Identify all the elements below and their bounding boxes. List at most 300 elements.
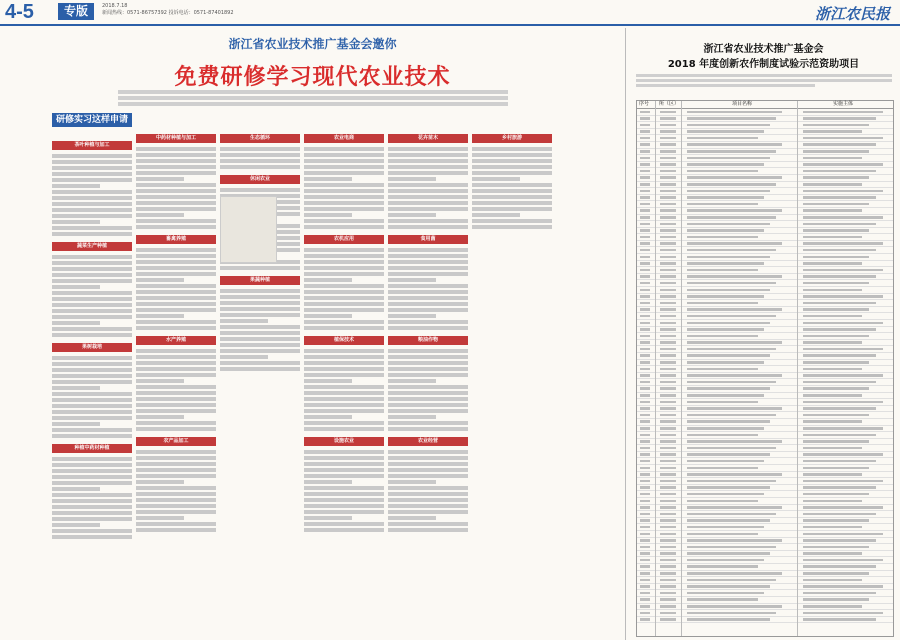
text-line <box>52 196 132 200</box>
text-line <box>136 492 216 496</box>
text-line <box>52 291 132 295</box>
text-line <box>304 278 352 282</box>
text-line <box>136 468 216 472</box>
text-line <box>136 480 184 484</box>
text-line <box>304 409 384 413</box>
text-line <box>52 380 132 384</box>
text-line <box>136 314 184 318</box>
text-line <box>220 295 300 299</box>
text-line <box>136 415 184 419</box>
table-row <box>637 505 893 512</box>
text-line <box>136 486 216 490</box>
text-line <box>388 510 468 514</box>
text-line <box>136 219 216 223</box>
text-line <box>52 303 132 307</box>
text-line <box>472 201 552 205</box>
table-intro <box>636 74 892 89</box>
text-line <box>52 505 132 509</box>
text-line <box>52 374 132 378</box>
text-line <box>388 201 468 205</box>
text-line <box>388 171 468 175</box>
table-row <box>637 584 893 591</box>
table-row <box>637 340 893 347</box>
table-row <box>637 597 893 604</box>
text-line <box>304 450 384 454</box>
text-line <box>388 349 468 353</box>
text-line <box>220 361 300 365</box>
text-line <box>136 450 216 454</box>
article-photo <box>220 196 277 263</box>
text-line <box>52 315 132 319</box>
column-subhead: 农机应用 <box>304 235 384 244</box>
text-line <box>52 190 132 194</box>
page-number: 4-5 <box>5 1 34 23</box>
text-line <box>388 403 468 407</box>
text-line <box>304 421 384 425</box>
text-line <box>52 285 100 289</box>
text-line <box>472 213 520 217</box>
text-line <box>52 475 132 479</box>
text-line <box>52 487 100 491</box>
text-line <box>136 225 216 229</box>
text-line <box>472 219 552 223</box>
column-subhead: 农产品加工 <box>136 437 216 446</box>
table-row <box>637 538 893 545</box>
table-row <box>637 498 893 505</box>
table-row <box>637 518 893 525</box>
text-line <box>304 260 384 264</box>
text-line <box>304 326 384 330</box>
page-header <box>0 0 900 26</box>
text-column <box>388 128 468 534</box>
column-subhead: 蔬菜生产种植 <box>52 242 132 251</box>
text-line <box>220 337 300 341</box>
text-line <box>472 189 552 193</box>
text-line <box>388 361 468 365</box>
table-row <box>637 524 893 531</box>
table-row <box>637 195 893 202</box>
text-line <box>52 499 132 503</box>
table-row <box>637 564 893 571</box>
text-line <box>220 331 300 335</box>
text-line <box>52 321 100 325</box>
text-line <box>304 522 384 526</box>
text-line <box>388 302 468 306</box>
text-line <box>136 183 216 187</box>
text-line <box>136 296 216 300</box>
text-line <box>388 516 436 520</box>
text-line <box>304 379 352 383</box>
text-line <box>304 391 384 395</box>
text-line <box>388 379 436 383</box>
text-line <box>388 296 468 300</box>
table-row <box>637 122 893 129</box>
column-subhead: 植保技术 <box>304 336 384 345</box>
text-line <box>136 355 216 359</box>
text-line <box>472 165 552 169</box>
newspaper-logo: 浙江农民报 <box>814 5 890 23</box>
text-line <box>304 385 384 389</box>
text-line <box>304 201 384 205</box>
text-line <box>220 188 300 192</box>
table-row <box>637 478 893 485</box>
table-row <box>637 604 893 611</box>
text-line <box>304 302 384 306</box>
text-line <box>472 183 552 187</box>
table-row <box>637 254 893 261</box>
text-line <box>304 219 384 223</box>
text-line <box>52 279 132 283</box>
text-line <box>388 177 436 181</box>
text-line <box>136 403 216 407</box>
text-line <box>52 404 132 408</box>
text-line <box>136 272 216 276</box>
text-line <box>472 207 552 211</box>
text-line <box>304 492 384 496</box>
table-row <box>637 307 893 314</box>
table-row <box>637 234 893 241</box>
section-tag: 专版 <box>58 3 94 20</box>
text-line <box>304 225 384 229</box>
table-row <box>637 241 893 248</box>
text-line <box>220 349 300 353</box>
text-line <box>304 373 384 377</box>
text-line <box>388 385 468 389</box>
text-line <box>304 314 352 318</box>
text-line <box>52 255 132 259</box>
text-line <box>304 320 384 324</box>
text-line <box>220 147 300 151</box>
text-line <box>304 403 384 407</box>
text-line <box>52 368 132 372</box>
table-row <box>637 432 893 439</box>
text-line <box>304 159 384 163</box>
table-row <box>637 155 893 162</box>
text-line <box>304 367 384 371</box>
contact-line: 新闻热线：0571-86757392 投诉电话：0571-87401892 <box>102 10 234 16</box>
text-line <box>304 195 384 199</box>
table-row <box>637 175 893 182</box>
table-row <box>637 280 893 287</box>
text-line <box>136 207 216 211</box>
text-line <box>304 516 352 520</box>
text-line <box>388 468 468 472</box>
text-line <box>136 278 184 282</box>
text-line <box>136 373 216 377</box>
text-line <box>304 480 352 484</box>
text-line <box>304 183 384 187</box>
text-line <box>136 171 216 175</box>
text-line <box>136 213 184 217</box>
text-line <box>472 147 552 151</box>
text-line <box>388 367 468 371</box>
text-line <box>136 462 216 466</box>
text-line <box>388 474 468 478</box>
text-line <box>136 201 216 205</box>
text-line <box>304 456 384 460</box>
header-region: 所（区） <box>659 101 680 107</box>
text-line <box>52 392 132 396</box>
table-body <box>637 109 893 623</box>
text-line <box>388 409 468 413</box>
text-line <box>388 183 468 187</box>
text-line <box>52 202 132 206</box>
text-line <box>220 289 300 293</box>
text-line <box>52 428 132 432</box>
text-line <box>304 349 384 353</box>
text-line <box>136 177 184 181</box>
text-line <box>136 474 216 478</box>
text-line <box>304 474 384 478</box>
text-line <box>52 386 100 390</box>
text-line <box>388 266 468 270</box>
table-row <box>637 557 893 564</box>
text-line <box>52 362 132 366</box>
text-line <box>52 220 100 224</box>
text-column <box>304 128 384 534</box>
text-line <box>304 165 384 169</box>
text-line <box>472 159 552 163</box>
projects-table <box>636 100 894 637</box>
text-line <box>52 172 132 176</box>
text-line <box>52 523 100 527</box>
table-row <box>637 215 893 222</box>
text-line <box>136 427 216 431</box>
text-line <box>220 313 300 317</box>
text-line <box>304 153 384 157</box>
text-line <box>136 367 216 371</box>
text-line <box>388 147 468 151</box>
text-line <box>388 308 468 312</box>
table-row <box>637 485 893 492</box>
table-row <box>637 551 893 558</box>
table-row <box>637 294 893 301</box>
text-line <box>388 456 468 460</box>
text-line <box>304 254 384 258</box>
text-line <box>52 261 132 265</box>
column-subhead: 茶叶种植与加工 <box>52 141 132 150</box>
text-line <box>220 266 300 270</box>
text-line <box>52 356 132 360</box>
table-row <box>637 577 893 584</box>
table-row <box>637 188 893 195</box>
article-title: 免费研修学习现代农业技术 <box>174 65 451 90</box>
text-line <box>220 319 268 323</box>
table-row <box>637 313 893 320</box>
text-line <box>136 421 216 425</box>
table-row <box>637 129 893 136</box>
text-line <box>52 517 132 521</box>
text-line <box>52 178 132 182</box>
table-row <box>637 386 893 393</box>
text-line <box>388 397 468 401</box>
text-line <box>52 511 132 515</box>
table-row <box>637 458 893 465</box>
text-line <box>304 355 384 359</box>
text-line <box>388 528 468 532</box>
text-line <box>388 165 468 169</box>
text-line <box>304 266 384 270</box>
text-line <box>52 297 132 301</box>
header-project: 项目名称 <box>732 101 753 107</box>
text-line <box>52 154 132 158</box>
text-line <box>388 278 436 282</box>
table-row <box>637 116 893 123</box>
column-subhead: 果蔬种植 <box>220 276 300 285</box>
table-row <box>637 247 893 254</box>
column-subhead: 食用菌 <box>388 235 468 244</box>
text-line <box>220 307 300 311</box>
table-row <box>637 320 893 327</box>
table-row <box>637 379 893 386</box>
text-line <box>136 510 216 514</box>
table-row <box>637 571 893 578</box>
table-row <box>637 228 893 235</box>
section-banner: 研修实习这样申请 <box>52 113 132 127</box>
text-line <box>136 260 216 264</box>
text-line <box>52 327 132 331</box>
table-row <box>637 208 893 215</box>
text-line <box>136 349 216 353</box>
column-subhead: 设施农业 <box>304 437 384 446</box>
text-line <box>52 267 132 271</box>
text-line <box>304 308 384 312</box>
table-row <box>637 472 893 479</box>
text-line <box>220 343 300 347</box>
text-line <box>136 498 216 502</box>
table-title-line2: 2018 年度创新农作制度试验示范资助项目 <box>667 59 860 70</box>
table-row <box>637 452 893 459</box>
column-subhead: 中药材种植与加工 <box>136 134 216 143</box>
text-line <box>52 457 132 461</box>
text-line <box>136 165 216 169</box>
text-line <box>136 189 216 193</box>
text-line <box>388 486 468 490</box>
table-row <box>637 182 893 189</box>
text-line <box>304 272 384 276</box>
text-line <box>136 528 216 532</box>
table-row <box>637 610 893 617</box>
text-line <box>220 153 300 157</box>
text-line <box>388 320 468 324</box>
table-row <box>637 399 893 406</box>
text-line <box>472 225 552 229</box>
text-line <box>136 456 216 460</box>
text-line <box>472 153 552 157</box>
text-line <box>388 248 468 252</box>
text-line <box>52 481 132 485</box>
table-row <box>637 412 893 419</box>
text-line <box>52 160 132 164</box>
text-line <box>136 409 216 413</box>
text-line <box>52 469 132 473</box>
text-line <box>52 493 132 497</box>
text-line <box>388 219 468 223</box>
text-line <box>304 510 384 514</box>
text-line <box>388 522 468 526</box>
column-subhead: 种植中药材种植 <box>52 444 132 453</box>
text-line <box>388 450 468 454</box>
column-subhead: 果树栽培 <box>52 343 132 352</box>
table-title-line1: 浙江省农业技术推广基金会 <box>703 44 824 55</box>
table-row <box>637 373 893 380</box>
text-line <box>52 214 132 218</box>
text-line <box>52 529 132 533</box>
article-subtitle: 浙江省农业技术推广基金会邀你 <box>228 37 397 51</box>
text-line <box>304 213 352 217</box>
text-line <box>388 213 436 217</box>
text-line <box>136 391 216 395</box>
text-line <box>388 421 468 425</box>
column-subhead: 生态循环 <box>220 134 300 143</box>
text-line <box>388 153 468 157</box>
text-line <box>136 522 216 526</box>
text-line <box>52 232 132 236</box>
text-line <box>472 177 520 181</box>
text-line <box>304 171 384 175</box>
text-line <box>304 504 384 508</box>
table-row <box>637 544 893 551</box>
text-line <box>388 492 468 496</box>
text-line <box>136 385 216 389</box>
text-line <box>52 208 132 212</box>
table-row <box>637 393 893 400</box>
text-line <box>388 260 468 264</box>
text-line <box>388 462 468 466</box>
text-line <box>304 207 384 211</box>
text-column <box>472 128 552 231</box>
text-line <box>388 254 468 258</box>
text-line <box>136 361 216 365</box>
text-line <box>304 528 384 532</box>
table-row <box>637 149 893 156</box>
text-line <box>388 498 468 502</box>
text-line <box>136 504 216 508</box>
text-line <box>304 361 384 365</box>
dateline <box>102 3 234 17</box>
text-line <box>388 391 468 395</box>
table-row <box>637 590 893 597</box>
text-line <box>136 302 216 306</box>
text-line <box>52 463 132 467</box>
table-row <box>637 353 893 360</box>
table-row <box>637 617 893 624</box>
header-entity: 实施主体 <box>833 101 854 107</box>
text-line <box>304 498 384 502</box>
text-line <box>220 159 300 163</box>
text-line <box>220 367 300 371</box>
text-line <box>136 320 216 324</box>
text-line <box>52 410 132 414</box>
table-row <box>637 274 893 281</box>
text-line <box>220 325 300 329</box>
text-line <box>52 416 132 420</box>
article-intro <box>118 88 508 108</box>
text-line <box>304 147 384 151</box>
text-line <box>388 272 468 276</box>
table-row <box>637 366 893 373</box>
text-line <box>136 397 216 401</box>
text-column <box>136 128 216 534</box>
table-row <box>637 445 893 452</box>
text-line <box>388 290 468 294</box>
column-subhead: 农业经营 <box>388 437 468 446</box>
column-subhead: 乡村旅游 <box>472 134 552 143</box>
text-line <box>388 207 468 211</box>
table-row <box>637 162 893 169</box>
text-line <box>472 195 552 199</box>
text-line <box>136 308 216 312</box>
